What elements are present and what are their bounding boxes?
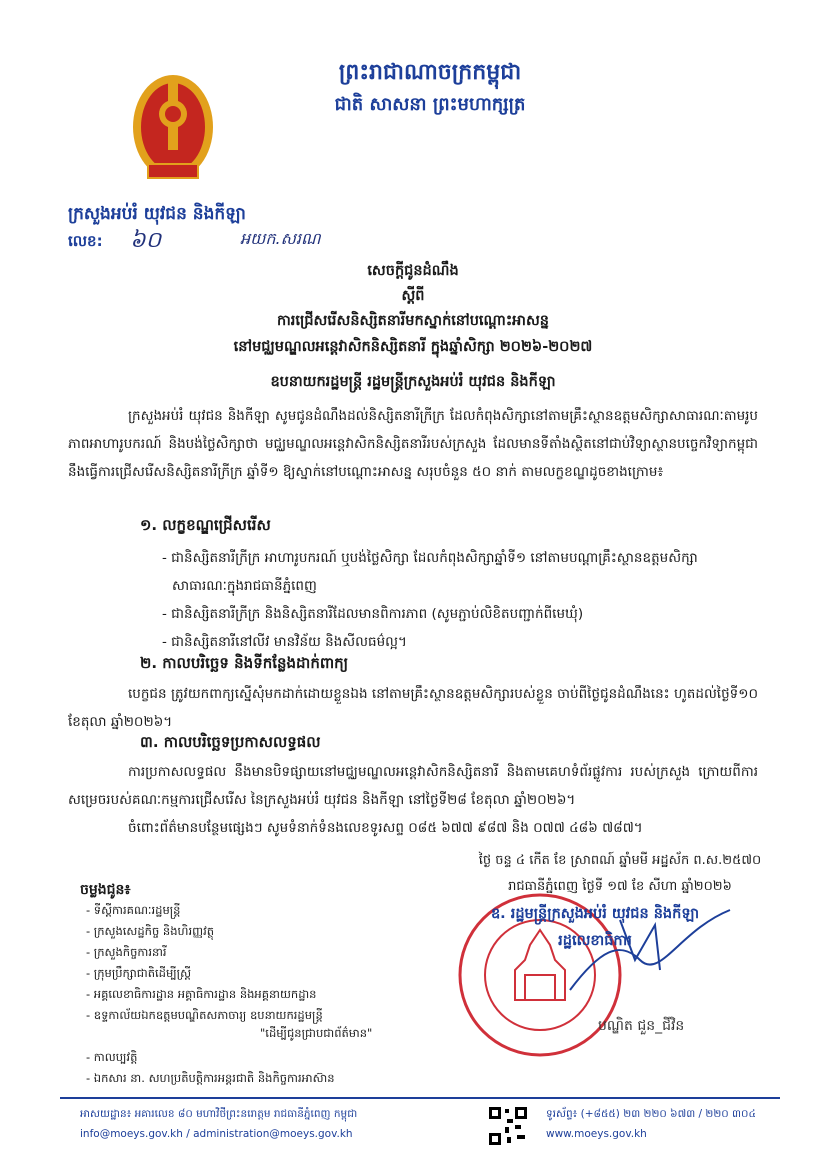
contact-info: ចំពោះព័ត៌មានបន្ថែមផ្សេងៗ សូមទំនាក់ទំនងលេខទូរសព្ទ ០៨៥ ៦៧៧ ៩៨៧ និង ០៧៧ ៤៨៦ ៧៨៧។ xyxy=(128,820,643,836)
cc-item: - ក្រុមប្រឹក្សាជាតិដើម្បីស្ត្រី xyxy=(86,966,192,980)
cc-item: - ឧទ្ទកាល័យឯកឧត្តមបណ្ឌិតសភាចារ្យ ឧបនាយករដ្ឋមន្ត្រី xyxy=(86,1008,323,1022)
section2-heading: ២. កាលបរិច្ឆេទ និងទីកន្លែងដាក់ពាក្យ xyxy=(140,654,349,672)
cc-item: - ឯកសារ នា. សហប្រតិបត្តិការអន្តរជាតិ និងកិច្ចការអាស៊ាន xyxy=(86,1071,335,1085)
signer-name: បណ្ឌិត ជួន_ជីវិន xyxy=(598,1018,685,1034)
cc-item: - ទីស្តីការគណៈរដ្ឋមន្ត្រី xyxy=(86,903,181,917)
cc-heading: ចម្លងជូន៖ xyxy=(80,882,131,898)
reference-label: លេខ: xyxy=(68,232,103,250)
ministry-name: ក្រសួងអប់រំ យុវជន និងកីឡា xyxy=(68,204,246,224)
footer-divider xyxy=(60,1097,780,1099)
qr-code-icon xyxy=(487,1105,529,1147)
section1-bullet: - ជានិស្សិតនារីក្រីក្រ និងនិស្សិតនារីដែលមានពិការភាព (សូមភ្ជាប់លិខិតបញ្ជាក់ពីមេឃុំ) xyxy=(162,606,584,622)
footer-address: អាសយដ្ឋាន៖ អគារលេខ ៨០ មហាវិថីព្រះនរោត្តម រាជធានីភ្នំពេញ កម្ពុជា xyxy=(80,1108,358,1120)
intro-paragraph: ក្រសួងអប់រំ យុវជន និងកីឡា សូមជូនដំណឹងដល់និស្សិតនារីក្រីក្រ ដែលកំពុងសិក្សានៅតាមគ្រឹះស្ថានឧត្តមសិក្សាសាធារណៈតាមរូបភាពអាហារូបករណ៍ និងបង់ថ្លៃសិក្សាថា មជ្ឈមណ្ឌលអន្តេវាសិកនិស្សិតនារីរបស់ក្រសួង ដែលមានទីតាំងស្ថិតនៅជាប់វិទ្យាស្ថានបច្ចេកវិទ្យាកម្ពុជា នឹងធ្វើការជ្រើសរើសនិស្សិតនារីក្រីក្រ ឆ្នាំទី១ ឱ្យស្នាក់នៅបណ្តោះអាសន្ន សរុបចំនួន ៥០ នាក់ តាមលក្ខខណ្ឌដូចខាងក្រោម៖ xyxy=(68,408,758,480)
signer-title: ឧ. រដ្ឋមន្ត្រីក្រសួងអប់រំ យុវជន និងកីឡា xyxy=(490,906,700,922)
section1-heading: ១. លក្ខខណ្ឌជ្រើសរើស xyxy=(140,516,271,534)
section2-text: បេក្ខជន ត្រូវយកពាក្យស្នើសុំមកដាក់ដោយខ្លួនឯង នៅតាមគ្រឹះស្ថានឧត្តមសិក្សារបស់ខ្លួន ចាប់ពីថ្ងៃជូនដំណឹងនេះ ហូតដល់ថ្ងៃទី១០ ខែតុលា ឆ្នាំ២០២៦។ xyxy=(68,686,758,730)
notice-subject-label: ស្តីពី xyxy=(401,288,425,304)
gregorian-date: រាជធានីភ្នំពេញ ថ្ងៃទី ១៧ ខែ សីហា ឆ្នាំ២០២៦ xyxy=(508,879,732,894)
notice-subject-line1: ការជ្រើសរើសនិស្សិតនារីមកស្នាក់នៅបណ្តោះអាសន្ន xyxy=(276,313,550,329)
notice-subject-line2: នៅមជ្ឈមណ្ឌលអន្តេវាសិកនិស្សិតនារី ក្នុងឆ្នាំសិក្សា ២០២៦-២០២៧ xyxy=(233,339,593,355)
signer-position: រដ្ឋលេខាធិការ xyxy=(558,933,632,949)
notice-title: សេចក្តីជូនដំណឹង xyxy=(367,263,459,279)
issuer-title: ឧបនាយករដ្ឋមន្ត្រី រដ្ឋមន្ត្រីក្រសួងអប់រំ យុវជន និងកីឡា xyxy=(270,374,556,390)
section3-heading: ៣. កាលបរិច្ឆេទប្រកាសលទ្ធផល xyxy=(140,733,321,751)
reference-suffix: អយក.សរណ xyxy=(240,229,321,248)
lunar-date: ថ្ងៃ ចន្ទ ៤ កើត ខែ ស្រាពណ៍ ឆ្នាំមមី អដ្ឋស័ក ព.ស.២៥៧០ xyxy=(478,853,762,868)
section1-bullet: - ជានិស្សិតនារីនៅលីវ មានវិន័យ និងសីលធម៌ល្អ។ xyxy=(162,634,407,650)
section1-bullet-cont: សាធារណៈក្នុងរាជធានីភ្នំពេញ xyxy=(172,578,317,594)
reference-number: ៦០ xyxy=(130,228,162,253)
cc-note: "ដើម្បីជូនជ្រាបជាព័ត៌មាន" xyxy=(260,1026,373,1040)
footer-phone: ទូរស័ព្ទ៖ (+៨៥៥) ២៣ ២២០ ៦៧៣ / ២២០ ៣០៤ xyxy=(546,1108,756,1120)
cc-item: - អគ្គលេខាធិការដ្ឋាន អគ្គាធិការដ្ឋាន និងអគ្គនាយកដ្ឋាន xyxy=(86,987,317,1001)
kingdom-heading: ព្រះរាជាណាចក្រកម្ពុជា xyxy=(338,60,522,85)
national-motto: ជាតិ សាសនា ព្រះមហាក្សត្រ xyxy=(334,94,526,115)
signature xyxy=(560,890,740,1010)
cc-item: - កាលប្បវត្តិ xyxy=(86,1050,138,1064)
footer-emails: info@moeys.gov.kh / administration@moeys.gov.kh xyxy=(80,1128,353,1140)
cc-item: - ក្រសួងកិច្ចការនារី xyxy=(86,945,167,959)
section3-text: ការប្រកាសលទ្ធផល នឹងមានបិទផ្សាយនៅមជ្ឈមណ្ឌលអន្តេវាសិកនិស្សិតនារី និងតាមគេហទំព័រផ្លូវការ របស់ក្រសួង ក្រោយពីការសម្រេចរបស់គណៈកម្មការជ្រើសរើស នៃក្រសួងអប់រំ យុវជន និងកីឡា នៅថ្ងៃទី២៨ ខែតុលា ឆ្នាំ២០២៦។ xyxy=(68,764,758,808)
section1-bullet: - ជានិស្សិតនារីក្រីក្រ អាហារូបករណ៍ ឬបង់ថ្លៃសិក្សា ដែលកំពុងសិក្សាឆ្នាំទី១ នៅតាមបណ្តាគ្រឹះស្ថានឧត្តមសិក្សា xyxy=(162,550,698,566)
ministry-emblem-logo xyxy=(128,72,218,190)
footer-website: www.moeys.gov.kh xyxy=(546,1128,647,1140)
cc-item: - ក្រសួងសេដ្ឋកិច្ច និងហិរញ្ញវត្ថុ xyxy=(86,924,215,938)
